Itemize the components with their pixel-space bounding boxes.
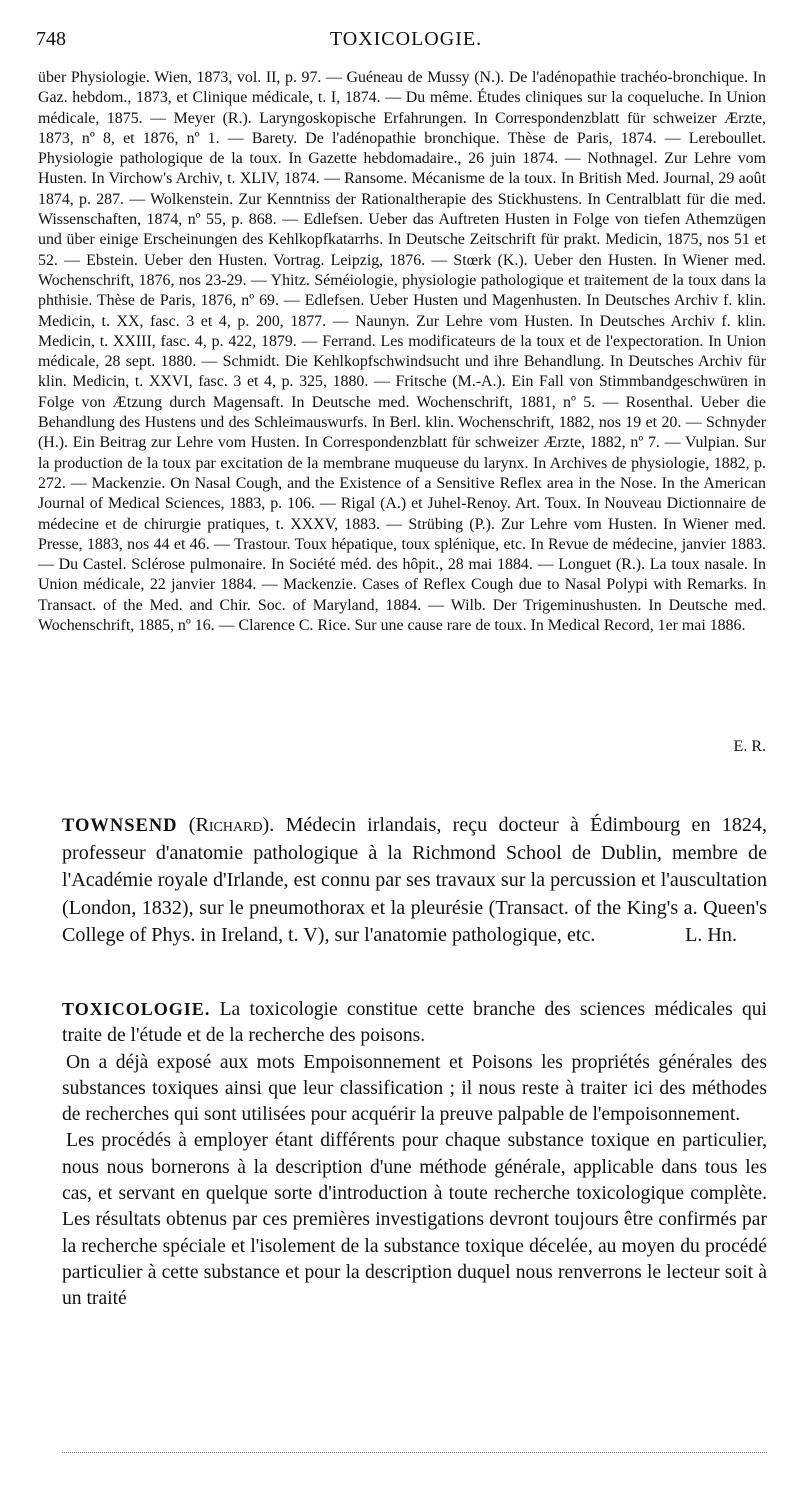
footer-rule: [62, 1444, 767, 1453]
townsend-name: (Richard).: [188, 814, 275, 836]
toxicologie-intro: La toxicologie constitue cette branche des sciences médicales qui traite de l'étude et de la recherche des poisons.: [62, 999, 767, 1047]
townsend-heading: TOWNSEND: [62, 815, 178, 835]
bibliography-block: [38, 68, 766, 790]
running-title: TOXICOLOGIE.: [329, 28, 483, 50]
page-number: 748: [36, 28, 66, 50]
townsend-signature: L. Hn.: [685, 924, 737, 946]
bibliography-signature: E. R.: [733, 738, 766, 755]
townsend-paragraph: [62, 812, 767, 950]
toxicologie-heading: TOXICOLOGIE.: [62, 999, 211, 1019]
toxicologie-entry: [62, 996, 767, 1356]
toxicologie-paragraph-1: [62, 996, 767, 1050]
running-header: [36, 28, 776, 54]
townsend-entry: [62, 812, 767, 982]
bibliography-text: über Physiologie. Wien, 1873, vol. II, p. 97. — Guéneau de Mussy (N.). De l'adénopathie trachéo-bronchique. In Gaz. hebdom., 1873, et Clinique médicale, t. I, 1874. — Du même. Études cliniques sur la coqueluche. In Union médicale, 1875. — Meyer (R.). Laryngoskopische Erfahrungen. In Correspondenzblatt für schweizer Ærzte, 1873, nº 8, et 1876, nº 1. — Barety. De l'adénopathie bronchique. Thèse de Paris, 1874. — Lereboullet. Physiologie pathologique de la toux. In Gazette hebdomadaire., 26 juin 1874. — Nothnagel. Zur Lehre vom Husten. In Virchow's Archiv, t. XLIV, 1874. — Ransome. Mécanisme de la toux. In British Med. Journal, 29 août 1874, p. 287. — Wolkenstein. Zur Kenntniss der Rationaltherapie des Stickhustens. In Centralblatt für die med. Wissenschaften, 1874, nº 55, p. 868. — Edlefsen. Ueber das Auftreten Husten in Folge von tiefen Athemzügen und über einige Erscheinungen des Kehlkopfkatarrhs. In Deutsche Zeitschrift für prakt. Medicin, 1875, nos 51 et 52. — Ebstein. Ueber den Husten. Vortrag. Leipzig, 1876. — Stœrk (K.). Ueber den Husten. In Wiener med. Wochenschrift, 1876, nos 23-29. — Yhitz. Séméiologie, physiologie pathologique et traitement de la toux dans la phthisie. Thèse de Paris, 1876, nº 69. — Edlefsen. Ueber Husten und Magenhusten. In Deutsches Archiv f. klin. Medicin, t. XX, fasc. 3 et 4, p. 200, 1877. — Naunyn. Zur Lehre vom Husten. In Deutsches Archiv f. klin. Medicin, t. XXIII, fasc. 4, p. 422, 1879. — Ferrand. Les modificateurs de la toux et de l'expectoration. In Union médicale, 28 sept. 1880. — Schmidt. Die Kehlkopfschwindsucht und ihre Behandlung. In Deutsches Archiv für klin. Medicin, t. XXVI, fasc. 3 et 4, p. 325, 1880. — Fritsche (M.-A.). Ein Fall von Stimmbandgeschwüren in Folge von Ætzung durch Magensaft. In Deutsche med. Wochenschrift, 1881, nº 5. — Rosenthal. Ueber die Behandlung des Hustens und des Schleimauswurfs. In Berl. klin. Wochenschrift, 1882, nos 19 et 20. — Schnyder (H.). Ein Beitrag zur Lehre vom Husten. In Correspondenzblatt für schweizer Ærzte, 1882, nº 7. — Vulpian. Sur la production de la toux par excitation de la membrane muqueuse du larynx. In Archives de physiologie, 1882, p. 272. — Mackenzie. On Nasal Cough, and the Existence of a Sensitive Reflex area in the Nose. In the American Journal of Medical Sciences, 1883, p. 106. — Rigal (A.) et Juhel-Renoy. Art. Toux. In Nouveau Dictionnaire de médecine et de chirurgie pratiques, t. XXXV, 1883. — Strübing (P.). Zur Lehre vom Husten. In Wiener med. Presse, 1883, nos 44 et 46. — Trastour. Toux hépatique, toux splénique, etc. In Revue de médecine, janvier 1883. — Du Castel. Sclérose pulmonaire. In Société méd. des hôpit., 28 mai 1884. — Longuet (R.). La toux nasale. In Union médicale, 22 janvier 1884. — Mackenzie. Cases of Reflex Cough due to Nasal Polypi with Remarks. In Transact. of the Med. and Chir. Soc. of Maryland, 1884. — Wilb. Der Trigeminushusten. In Deutsche med. Wochenschrift, 1885, nº 16. — Clarence C. Rice. Sur une cause rare de toux. In Medical Record, 1er mai 1886.: [38, 69, 766, 635]
toxicologie-paragraph-2: On a déjà exposé aux mots Empoisonnement et Poisons les propriétés générales des substances toxiques ainsi que leur classification ; il nous reste à traiter ici des méthodes de recherches qui sont utilisées pour acquérir la preuve palpable de l'empoisonnement.: [62, 1051, 767, 1126]
toxicologie-paragraph-3: Les procédés à employer étant différents pour chaque substance toxique en particulier, nous nous bornerons à la description d'une méthode générale, applicable dans tous les cas, et servant en quelque sorte d'introduction à toute recherche toxicologique complète. Les résultats obtenus par ces premières investigations devront toujours être confirmés par la recherche spéciale et l'isolement de la substance toxique décelée, au moyen du procédé particulier à cette substance et pour la description duquel nous renverrons le lecteur soit à un traité: [62, 1130, 767, 1310]
townsend-text: Médecin irlandais, reçu docteur à Édimbourg en 1824, professeur d'anatomie pathologique à la Richmond School de Dublin, membre de l'Académie royale d'Irlande, est connu par ses travaux sur la percussion et l'auscultation (London, 1832), sur le pneumothorax et la pleurésie (Transact. of the King's a. Queen's College of Phys. in Ireland, t. V), sur l'anatomie pathologique, etc.: [62, 814, 767, 946]
